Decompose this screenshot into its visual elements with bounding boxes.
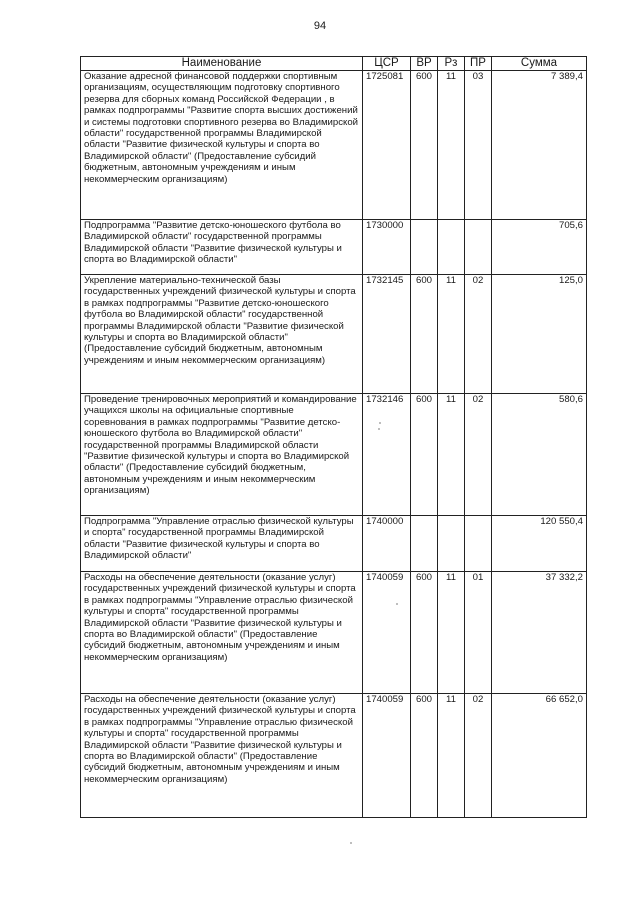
header-row <box>81 57 587 71</box>
row-csr: 1725081 <box>363 71 411 220</box>
row-pr: 02 <box>465 275 492 394</box>
row-rz: 11 <box>438 71 465 220</box>
row-sum: 120 550,4 <box>492 516 587 572</box>
row-pr <box>465 516 492 572</box>
row-rz: 11 <box>438 275 465 394</box>
page-number: 94 <box>313 20 327 32</box>
row-sum: 580,6 <box>492 394 587 516</box>
row-vr <box>411 220 438 275</box>
row-sum: 125,0 <box>492 275 587 394</box>
table-row <box>81 394 587 516</box>
row-pr: 02 <box>465 394 492 516</box>
row-name: Подпрограмма "Развитие детско-юношеского футбола во Владимирской области" государственной программы Владимирской области "Развитие физической культуры и спорта во Владимирской области" <box>81 220 363 275</box>
table-row <box>81 694 587 818</box>
header-csr: ЦСР <box>363 57 411 71</box>
header-rz: Рз <box>438 57 465 71</box>
table-row <box>81 71 587 220</box>
scan-speck <box>396 603 398 605</box>
row-sum: 37 332,2 <box>492 572 587 694</box>
table-row <box>81 220 587 275</box>
row-sum: 7 389,4 <box>492 71 587 220</box>
header-pr: ПР <box>465 57 492 71</box>
row-pr: 01 <box>465 572 492 694</box>
scan-speck <box>378 428 380 430</box>
row-rz <box>438 220 465 275</box>
row-name: Проведение тренировочных мероприятий и командирование учащихся школы на официальные спортивные соревнования в рамках подпрограммы "Развитие детско-юношеского футбола во Владимирской области" государственной программы Владимирской области "Развитие физической культуры и спорта во Владимирской области" (Предоставление субсидий бюджетным, автономным учреждениям и иным некоммерческим организациям) <box>81 394 363 516</box>
row-vr: 600 <box>411 71 438 220</box>
row-vr: 600 <box>411 275 438 394</box>
row-name: Расходы на обеспечение деятельности (оказание услуг) государственных учреждений физической культуры и спорта в рамках подпрограммы "Управление отраслью физической культуры и спорта" государственной программы Владимирской области "Развитие физической культуры и спорта во Владимирской области" (Предоставление субсидий бюджетным, автономным учреждениям и иным некоммерческим организациям) <box>81 694 363 818</box>
row-name: Укрепление материально-технической базы государственных учреждений физической культуры и спорта в рамках подпрограммы "Развитие детско-юношеского футбола во Владимирской области" государственной программы Владимирской области "Развитие физической культуры и спорта во Владимирской области" (Предоставление субсидий бюджетным, автономным учреждениям и иным некоммерческим организациям) <box>81 275 363 394</box>
row-csr: 1730000 <box>363 220 411 275</box>
row-vr: 600 <box>411 572 438 694</box>
header-name: Наименование <box>81 57 363 71</box>
row-csr: 1740000 <box>363 516 411 572</box>
row-pr: 03 <box>465 71 492 220</box>
row-pr <box>465 220 492 275</box>
header-vr: ВР <box>411 57 438 71</box>
row-csr: 1732146 <box>363 394 411 516</box>
row-name: Расходы на обеспечение деятельности (оказание услуг) государственных учреждений физической культуры и спорта в рамках подпрограммы "Управление отраслью физической культуры и спорта" государственной программы Владимирской области "Развитие физической культуры и спорта во Владимирской области" (Предоставление субсидий бюджетным, автономным учреждениям и иным некоммерческим организациям) <box>81 572 363 694</box>
row-pr: 02 <box>465 694 492 818</box>
row-csr: 1740059 <box>363 694 411 818</box>
row-vr: 600 <box>411 394 438 516</box>
scan-speck <box>350 842 352 844</box>
table-row <box>81 516 587 572</box>
row-csr: 1732145 <box>363 275 411 394</box>
row-name: Оказание адресной финансовой поддержки спортивным организациям, осуществляющим подготовку спортивного резерва для сборных команд Российской Федерации , в рамках подпрограммы "Развитие спорта высших достижений и системы подготовки спортивного резерва во Владимирской области" государственной программы Владимирской области "Развитие физической культуры и спорта во Владимирской области" (Предоставление субсидий бюджетным, автономным учреждениям и иным некоммерческим организациям) <box>81 71 363 220</box>
row-vr <box>411 516 438 572</box>
row-vr: 600 <box>411 694 438 818</box>
row-csr: 1740059 <box>363 572 411 694</box>
table-row <box>81 275 587 394</box>
row-sum: 705,6 <box>492 220 587 275</box>
row-sum: 66 652,0 <box>492 694 587 818</box>
row-rz: 11 <box>438 394 465 516</box>
budget-table <box>80 56 587 818</box>
row-rz: 11 <box>438 572 465 694</box>
scan-speck <box>379 422 381 424</box>
row-name: Подпрограмма "Управление отраслью физической культуры и спорта" государственной программы Владимирской области "Развитие физической культуры и спорта во Владимирской области" <box>81 516 363 572</box>
table-row <box>81 572 587 694</box>
row-rz: 11 <box>438 694 465 818</box>
row-rz <box>438 516 465 572</box>
header-sum: Сумма <box>492 57 587 71</box>
